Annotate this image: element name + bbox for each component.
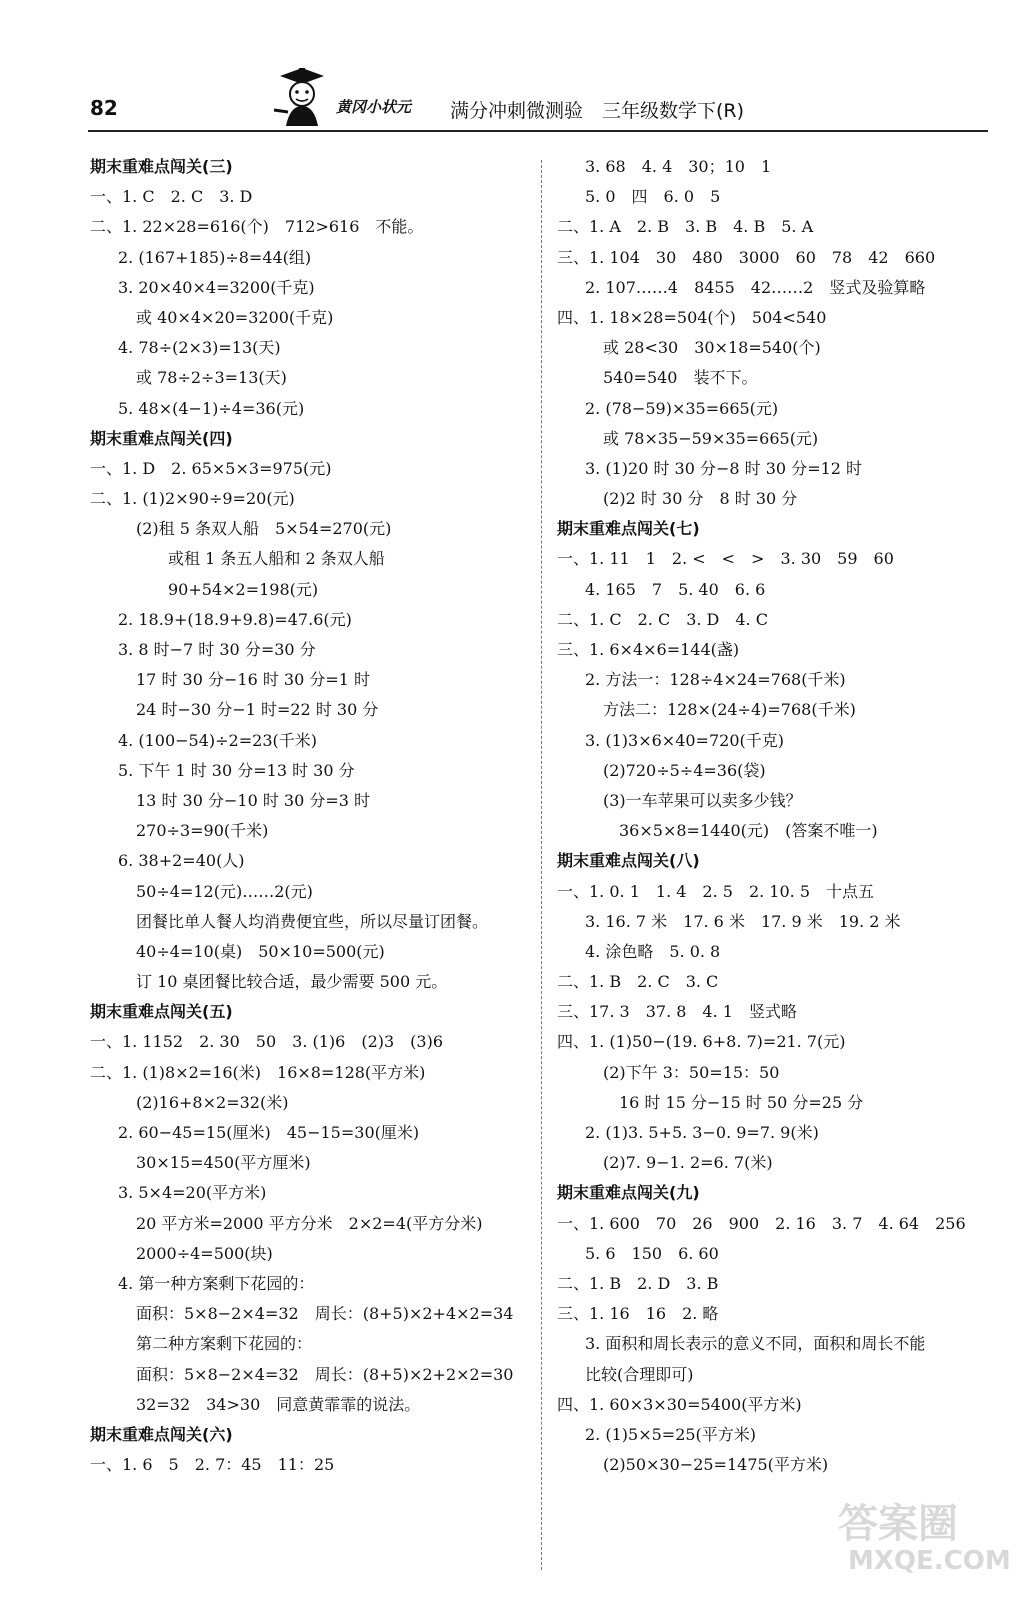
answer-line: 5. 48×(4−1)÷4=36(元) [118, 398, 305, 418]
answer-line: (2)2 时 30 分 8 时 30 分 [603, 489, 798, 509]
answers-right-column [557, 152, 997, 1480]
answer-line: 面积：5×8−2×4=32 周长：(8+5)×2+2×2=30 [136, 1364, 514, 1384]
answer-line: 二、1. 22×28=616(个) 712>616 不能。 [90, 217, 424, 237]
section-heading: 期末重难点闯关(七) [557, 519, 700, 539]
answer-line: (2)7. 9−1. 2=6. 7(米) [603, 1153, 773, 1173]
answer-line: 2. 方法一：128÷4×24=768(千米) [585, 670, 846, 690]
series-title: 满分冲刺微测验 三年级数学下(R) [450, 100, 745, 122]
answer-line: 3. (1)3×6×40=720(千克) [585, 730, 784, 750]
answer-line: 4. 165 7 5. 40 6. 6 [585, 579, 766, 599]
answer-line: 或 28<30 30×18=540(个) [603, 338, 821, 358]
answer-line: (2)租 5 条双人船 5×54=270(元) [136, 519, 392, 539]
answer-line: 90+54×2=198(元) [168, 579, 319, 599]
answer-line: (2)50×30−25=1475(平方米) [603, 1455, 829, 1475]
answer-line: (3)一车苹果可以卖多少钱？ [603, 790, 802, 810]
answer-line: 5. 6 150 6. 60 [585, 1243, 719, 1263]
answer-line: 三、1. 6×4×6=144(盏) [557, 640, 740, 659]
watermark-text: 答案圈 [838, 1501, 958, 1547]
answer-line: 或租 1 条五人船和 2 条双人船 [168, 549, 385, 569]
answer-line: 一、1. C 2. C 3. D [90, 187, 253, 207]
answer-line: 3. (1)20 时 30 分−8 时 30 分=12 时 [585, 458, 863, 478]
answer-line: 或 40×4×20=3200(千克) [136, 307, 334, 327]
answer-line: 3. 16. 7 米 17. 6 米 17. 9 米 19. 2 米 [585, 911, 901, 931]
answer-line: 3. 面积和周长表示的意义不同，面积和周长不能 [585, 1334, 926, 1354]
answer-line: (2)720÷5÷4=36(袋) [603, 760, 766, 780]
answer-line: 三、1. 104 30 480 3000 60 78 42 660 [557, 247, 936, 267]
answer-line: 二、1. B 2. C 3. C [557, 972, 719, 992]
answer-line: 一、1. 1152 2. 30 50 3. (1)6 (2)3 (3)6 [90, 1032, 444, 1052]
answers-left-column [90, 152, 530, 1480]
answer-line: 50÷4=12(元)……2(元) [136, 881, 313, 901]
section-heading: 期末重难点闯关(九) [557, 1183, 700, 1203]
answer-line: 二、1. A 2. B 3. B 4. B 5. A [557, 217, 814, 237]
answer-line: 2. (1)5×5=25(平方米) [585, 1424, 757, 1444]
answer-line: 2. (78−59)×35=665(元) [585, 398, 779, 418]
answer-line: (2)下午 3：50=15：50 [603, 1062, 780, 1082]
brand-logo [266, 66, 426, 128]
answer-line: 24 时−30 分−1 时=22 时 30 分 [136, 700, 379, 720]
answer-line: 2000÷4=500(块) [136, 1243, 273, 1263]
scholar-mascot-icon [266, 66, 336, 128]
answer-line: 3. 5×4=20(平方米) [118, 1183, 267, 1203]
answer-line: 40÷4=10(桌) 50×10=500(元) [136, 941, 385, 961]
answer-line: 第二种方案剩下花园的： [136, 1334, 313, 1354]
answer-line: 3. 20×40×4=3200(千克) [118, 277, 315, 297]
answer-line: 或 78÷2÷3=13(天) [136, 368, 287, 388]
answer-line: 三、17. 3 37. 8 4. 1 竖式略 [557, 1002, 797, 1022]
answer-line: 四、1. 60×3×30=5400(平方米) [557, 1394, 802, 1414]
section-heading: 期末重难点闯关(八) [557, 851, 700, 871]
brand-name: 黄冈小状元 [336, 98, 412, 116]
answer-line: 4. (100−54)÷2=23(千米) [118, 730, 317, 750]
answer-line: 16 时 15 分−15 时 50 分=25 分 [619, 1092, 864, 1112]
answer-line: 订 10 桌团餐比较合适，最少需要 500 元。 [136, 972, 448, 992]
answer-line: 方法二：128×(24÷4)=768(千米) [603, 700, 856, 720]
section-heading: 期末重难点闯关(四) [90, 428, 233, 448]
answer-line: 四、1. 18×28=504(个) 504<540 [557, 307, 827, 327]
answer-line: 2. 107……4 8455 42……2 竖式及验算略 [585, 277, 926, 297]
answer-line: 30×15=450(平方厘米) [136, 1153, 311, 1173]
answer-line: 一、1. D 2. 65×5×3=975(元) [90, 458, 332, 478]
answer-line: 5. 0 四 6. 0 5 [585, 187, 721, 207]
answer-line: 20 平方米=2000 平方分米 2×2=4(平方分米) [136, 1213, 483, 1233]
answer-line: 三、1. 16 16 2. 略 [557, 1304, 719, 1324]
answer-line: 2. (167+185)÷8=44(组) [118, 247, 312, 267]
column-divider [541, 160, 542, 1570]
answer-line: 13 时 30 分−10 时 30 分=3 时 [136, 790, 371, 810]
section-heading: 期末重难点闯关(三) [90, 157, 233, 176]
answer-line: 一、1. 600 70 26 900 2. 16 3. 7 4. 64 256 [557, 1213, 966, 1233]
answer-line: 二、1. C 2. C 3. D 4. C [557, 609, 768, 629]
answer-line: 团餐比单人餐人均消费便宜些，所以尽量订团餐。 [136, 911, 489, 931]
section-heading: 期末重难点闯关(五) [90, 1002, 233, 1022]
answer-line: 4. 第一种方案剩下花园的： [118, 1273, 315, 1293]
answer-line: 二、1. (1)2×90÷9=20(元) [90, 489, 295, 509]
answer-line: 17 时 30 分−16 时 30 分=1 时 [136, 670, 371, 690]
answer-line: 2. 60−45=15(厘米) 45−15=30(厘米) [118, 1123, 420, 1142]
answer-line: 4. 涂色略 5. 0. 8 [585, 941, 721, 961]
answer-line: 3. 8 时−7 时 30 分=30 分 [118, 640, 316, 659]
answer-line: (2)16+8×2=32(米) [136, 1092, 289, 1112]
answer-line: 540=540 装不下。 [603, 368, 758, 388]
answer-line: 二、1. (1)8×2=16(米) 16×8=128(平方米) [90, 1062, 426, 1082]
answer-line: 2. (1)3. 5+5. 3−0. 9=7. 9(米) [585, 1123, 819, 1142]
answer-line: 6. 38+2=40(人) [118, 851, 245, 871]
answer-line: 5. 下午 1 时 30 分=13 时 30 分 [118, 760, 355, 780]
answer-line: 4. 78÷(2×3)=13(天) [118, 338, 281, 358]
watermark-url: MXQE.COM [848, 1546, 1011, 1576]
answer-line: 36×5×8=1440(元) (答案不唯一) [619, 821, 878, 841]
answer-line: 比较(合理即可) [585, 1364, 694, 1384]
answer-line: 或 78×35−59×35=665(元) [603, 428, 819, 448]
answer-line: 面积：5×8−2×4=32 周长：(8+5)×2+4×2=34 [136, 1304, 514, 1324]
answer-line: 2. 18.9+(18.9+9.8)=47.6(元) [118, 609, 352, 629]
answer-line: 一、1. 0. 1 1. 4 2. 5 2. 10. 5 十点五 [557, 881, 875, 901]
answer-line: 一、1. 6 5 2. 7：45 11：25 [90, 1455, 335, 1475]
page-number: 82 [90, 96, 118, 120]
section-heading: 期末重难点闯关(六) [90, 1424, 233, 1444]
answer-line: 四、1. (1)50−(19. 6+8. 7)=21. 7(元) [557, 1032, 846, 1052]
answer-line: 270÷3=90(千米) [136, 821, 269, 841]
answer-line: 32=32 34>30 同意黄霏霏的说法。 [136, 1394, 421, 1414]
page-header [88, 58, 988, 132]
answer-line: 二、1. B 2. D 3. B [557, 1273, 719, 1293]
answer-line: 一、1. 11 1 2. < < > 3. 30 59 60 [557, 549, 894, 569]
watermark [838, 1488, 1018, 1588]
answer-line: 3. 68 4. 4 30；10 1 [585, 157, 772, 176]
